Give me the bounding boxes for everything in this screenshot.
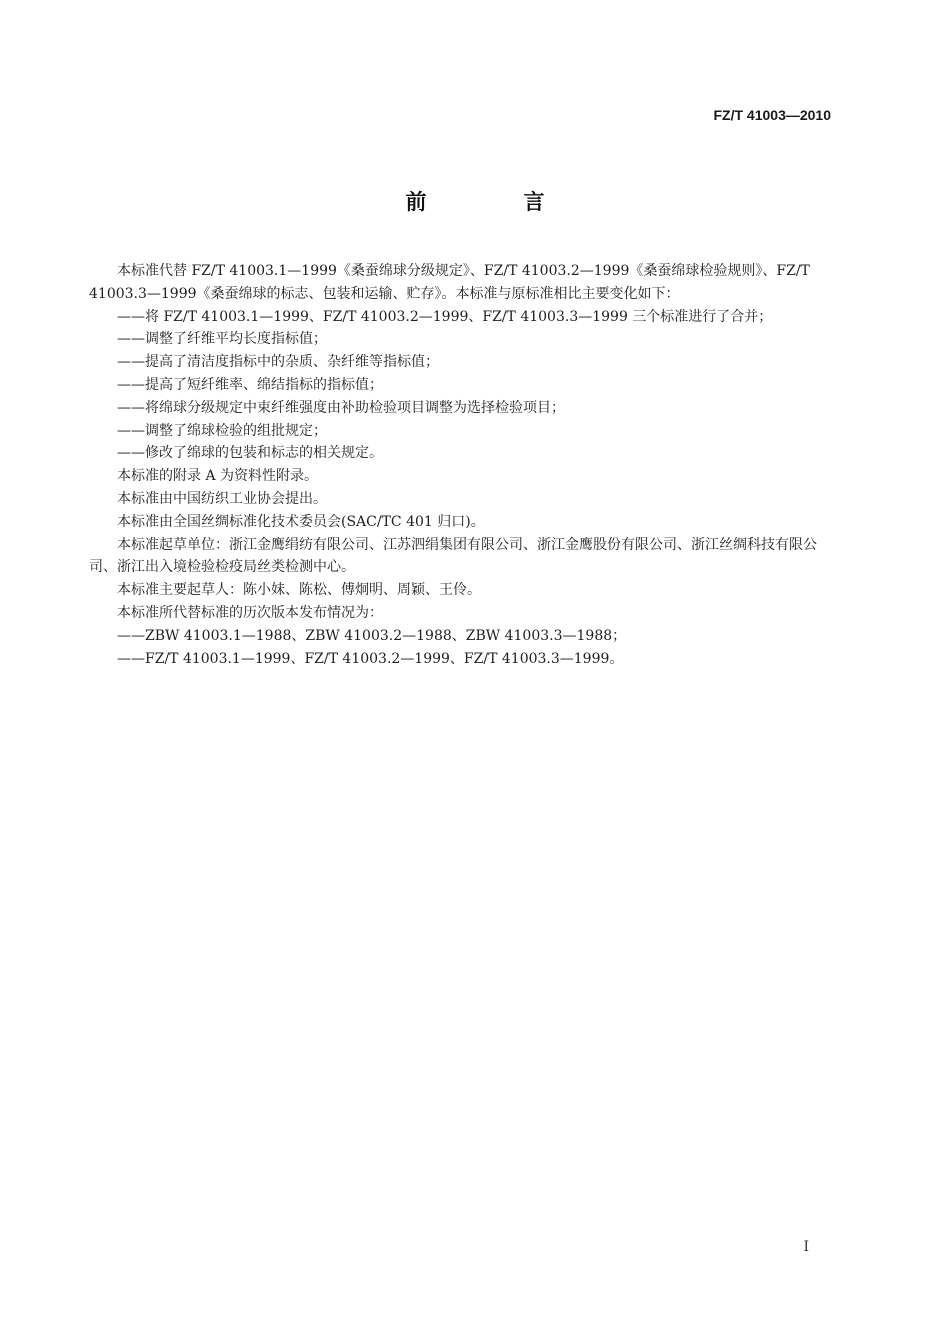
document-body: [89, 260, 831, 670]
paragraph-history: 本标准所代替标准的历次版本发布情况为：: [117, 604, 383, 621]
list-item: ——将 FZ/T 41003.1—1999、FZ/T 41003.2—1999、FZ/T 41003.3—1999 三个标准进行了合并；: [117, 308, 773, 325]
standard-code: FZ/T 41003—2010: [713, 107, 831, 123]
list-item: ——提高了短纤维率、绵结指标的指标值；: [117, 376, 383, 393]
list-item: ——调整了纤维平均长度指标值；: [117, 331, 327, 348]
paragraph-replaces: 本标准代替 FZ/T 41003.1—1999《桑蚕绵球分级规定》、FZ/T 41003.2—1999《桑蚕绵球检验规则》、FZ/T 41003.3—1999《桑蚕绵球的标志、包装和运输、贮存》。本标准与原标准相比主要变化如下：: [89, 263, 810, 302]
page-number: I: [803, 1239, 809, 1255]
paragraph-committee: 本标准由全国丝绸标准化技术委员会(SAC/TC 401 归口)。: [117, 513, 485, 530]
paragraph-drafting-units: 本标准起草单位：浙江金鹰绢纺有限公司、江苏泗绢集团有限公司、浙江金鹰股份有限公司、浙江丝绸科技有限公司、浙江出入境检验检疫局丝类检测中心。: [89, 536, 817, 576]
page-title: 前 言: [405, 189, 583, 214]
list-item: ——修改了绵球的包装和标志的相关规定。: [117, 445, 383, 462]
paragraph-appendix: 本标准的附录 A 为资料性附录。: [117, 468, 319, 485]
list-item: ——将绵球分级规定中束纤维强度由补助检验项目调整为选择检验项目；: [117, 399, 565, 416]
paragraph-drafters: 本标准主要起草人：陈小妹、陈松、傅炯明、周颖、王伶。: [117, 582, 481, 599]
list-item: ——ZBW 41003.1—1988、ZBW 41003.2—1988、ZBW 41003.3—1988；: [117, 627, 627, 644]
list-item: ——提高了清洁度指标中的杂质、杂纤维等指标值；: [117, 354, 439, 371]
paragraph-proposer: 本标准由中国纺织工业协会提出。: [117, 490, 327, 507]
list-item: ——FZ/T 41003.1—1999、FZ/T 41003.2—1999、FZ/T 41003.3—1999。: [117, 650, 624, 667]
list-item: ——调整了绵球检验的组批规定；: [117, 422, 327, 439]
